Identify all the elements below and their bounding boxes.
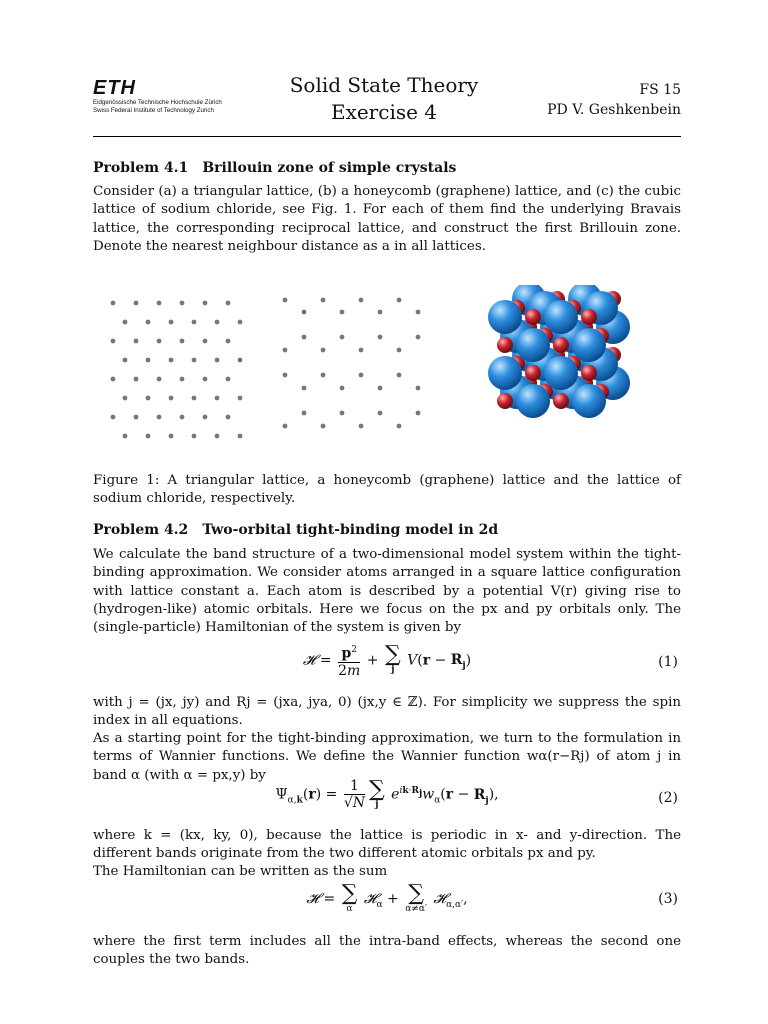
lattice-point (302, 335, 307, 340)
lattice-point (302, 310, 307, 315)
lattice-point (226, 415, 231, 420)
lattice-point (238, 396, 243, 401)
lattice-point (359, 373, 364, 378)
equation-3-number: (3) (658, 891, 678, 907)
lattice-point (359, 348, 364, 353)
lattice-point (340, 386, 345, 391)
lattice-point (416, 386, 421, 391)
equation-1 (93, 642, 681, 682)
lattice-point (180, 415, 185, 420)
lattice-point (157, 415, 162, 420)
lecturer-label: PD V. Geshkenbein (547, 102, 681, 118)
lattice-point (321, 348, 326, 353)
problem-2-number: Problem 4.2 (93, 522, 189, 538)
lattice-point (283, 373, 288, 378)
lattice-point (283, 348, 288, 353)
lattice-point (203, 339, 208, 344)
lattice-point (123, 358, 128, 363)
lattice-point (203, 415, 208, 420)
chlorine-atom (525, 365, 541, 381)
lattice-point (192, 434, 197, 439)
lattice-point (123, 396, 128, 401)
lattice-point (157, 377, 162, 382)
lattice-point (302, 386, 307, 391)
lattice-point (215, 358, 220, 363)
lattice-point (111, 377, 116, 382)
figure-1-graphic (93, 285, 681, 455)
logo-line-2: Swiss Federal Institute of Technology Zurich (93, 107, 214, 114)
figure-1-caption: Figure 1: A triangular lattice, a honeycomb (graphene) lattice and the lattice of sodium chloride, respectively. (93, 473, 681, 507)
lattice-point (192, 320, 197, 325)
equation-2 (93, 778, 681, 818)
title-line-2: Exercise 4 (330, 100, 438, 124)
lattice-point (238, 358, 243, 363)
lattice-point (397, 348, 402, 353)
lattice-point (226, 301, 231, 306)
header-meta (547, 80, 681, 120)
title-line-1: Solid State Theory (289, 73, 479, 97)
lattice-point (134, 377, 139, 382)
lattice-point (203, 377, 208, 382)
lattice-point (111, 339, 116, 344)
lattice-point (215, 320, 220, 325)
lattice-point (359, 298, 364, 303)
lattice-point (111, 301, 116, 306)
lattice-point (416, 310, 421, 315)
lattice-point (283, 298, 288, 303)
chlorine-atom (553, 337, 569, 353)
logo-mark: ETH (93, 77, 136, 99)
lattice-point (134, 301, 139, 306)
problem-2-paragraph-4: where k = (kx, ky, 0), because the lattice is periodic in x- and y-direction. The different bands originate from the two different atomic orbitals px and py. (93, 828, 681, 862)
lattice-point (146, 358, 151, 363)
lattice-point (157, 301, 162, 306)
sodium-atom (544, 356, 578, 390)
chlorine-atom (581, 309, 597, 325)
logo-line-1: Eidgenössische Technische Hochschule Zürich (93, 99, 222, 106)
lattice-point (321, 373, 326, 378)
lattice-point (340, 411, 345, 416)
lattice-point (378, 411, 383, 416)
lattice-point (215, 396, 220, 401)
lattice-point (134, 415, 139, 420)
lattice-point (378, 335, 383, 340)
chlorine-atom (581, 365, 597, 381)
problem-1-title: Brillouin zone of simple crystals (202, 160, 457, 176)
equation-2-body: $\Psi_{\alpha,k}(r)$ = $\frac{1}{√N}$ ∑ j $e^{ik\cdot R_j}w_\alpha(r - R_j)$, (275, 776, 499, 811)
problem-2-paragraph-1: We calculate the band structure of a two-dimensional model system within the tight-binding approximation. We consider atoms arranged in a square lattice configuration with lattice constant a. Each atom is described by a potential V(r) giving rise to (hydrogen-like) atomic orbitals. Here we focus on the px and py orbitals only. The (single-particle) Hamiltonian of the system is given by (93, 547, 681, 636)
chlorine-atom (553, 393, 569, 409)
equation-1-number: (1) (658, 654, 678, 670)
lattice-point (146, 434, 151, 439)
lattice-point (215, 434, 220, 439)
problem-2-paragraph-6: where the first term includes all the intra-band effects, whereas the second one couples the two bands. (93, 934, 681, 968)
semester-label: FS 15 (639, 82, 681, 98)
lattice-point (238, 320, 243, 325)
lattice-point (169, 358, 174, 363)
lattice-point (169, 396, 174, 401)
lattice-point (397, 298, 402, 303)
problem-1-number: Problem 4.1 (93, 160, 189, 176)
lattice-point (359, 424, 364, 429)
lattice-point (111, 415, 116, 420)
lattice-point (226, 339, 231, 344)
lattice-point (397, 424, 402, 429)
lattice-point (180, 301, 185, 306)
triangular-lattice (111, 301, 243, 439)
lattice-point (321, 424, 326, 429)
problem-2-paragraph-5: The Hamiltonian can be written as the sum (93, 864, 388, 879)
lattice-point (192, 396, 197, 401)
sodium-atom (516, 328, 550, 362)
lattice-point (283, 424, 288, 429)
lattice-point (169, 320, 174, 325)
lattice-point (169, 434, 174, 439)
lattice-point (340, 310, 345, 315)
lattice-point (416, 411, 421, 416)
sodium-atom (488, 300, 522, 334)
sodium-atom (572, 328, 606, 362)
header-rule (93, 136, 681, 137)
sodium-atom (488, 356, 522, 390)
lattice-point (123, 434, 128, 439)
lattice-point (146, 320, 151, 325)
sodium-atom (544, 300, 578, 334)
lattice-point (192, 358, 197, 363)
lattice-point (397, 373, 402, 378)
problem-2-paragraph-2: with j = (jx, jy) and Rj = (jxa, jya, 0) (jx,y ∈ ℤ). For simplicity we suppress the spin index in all equations. (93, 695, 681, 729)
equation-2-number: (2) (658, 790, 678, 806)
lattice-point (134, 339, 139, 344)
sodium-chloride-lattice (488, 285, 630, 418)
equation-3 (93, 881, 681, 924)
lattice-point (238, 434, 243, 439)
problem-2-paragraph-3: As a starting point for the tight-binding approximation, we turn to the formulation in terms of Wannier functions. We define the Wannier function wα(r−Rj) of atom j in band α (with α = px,y) by (93, 731, 681, 783)
chlorine-atom (497, 337, 513, 353)
lattice-point (203, 301, 208, 306)
problem-1-heading (93, 160, 681, 176)
lattice-point (321, 298, 326, 303)
sodium-atom (516, 384, 550, 418)
chlorine-atom (525, 309, 541, 325)
lattice-point (302, 411, 307, 416)
lattice-point (226, 377, 231, 382)
lattice-point (378, 310, 383, 315)
problem-2-title: Two-orbital tight-binding model in 2d (202, 522, 499, 538)
problem-1-text: Consider (a) a triangular lattice, (b) a honeycomb (graphene) lattice, and (c) the cubic lattice of sodium chloride, see Fig. 1. For each of them find the underlying Bravais lattice, the corresponding reciprocal lattice, and construct the first Brillouin zone. Denote the nearest neighbour distance as a in all lattices. (93, 184, 681, 254)
lattice-point (123, 320, 128, 325)
chlorine-atom (497, 393, 513, 409)
lattice-point (378, 386, 383, 391)
figure-1 (93, 285, 681, 455)
lattice-point (146, 396, 151, 401)
lattice-point (416, 335, 421, 340)
equation-3-body: 𝓗 = ∑ α 𝓗$_\alpha$ + ∑ α≠α′ 𝓗$_{\alpha,\alpha'}$, (306, 881, 468, 914)
equation-1-body: 𝓗 = $\frac{p^2}{2m}$ + ∑ j $V(r - R_j)$ (302, 642, 472, 679)
problem-2-heading (93, 522, 681, 538)
lattice-point (180, 377, 185, 382)
lattice-point (340, 335, 345, 340)
lattice-point (180, 339, 185, 344)
honeycomb-lattice (283, 298, 421, 429)
lattice-point (157, 339, 162, 344)
sodium-atom (572, 384, 606, 418)
